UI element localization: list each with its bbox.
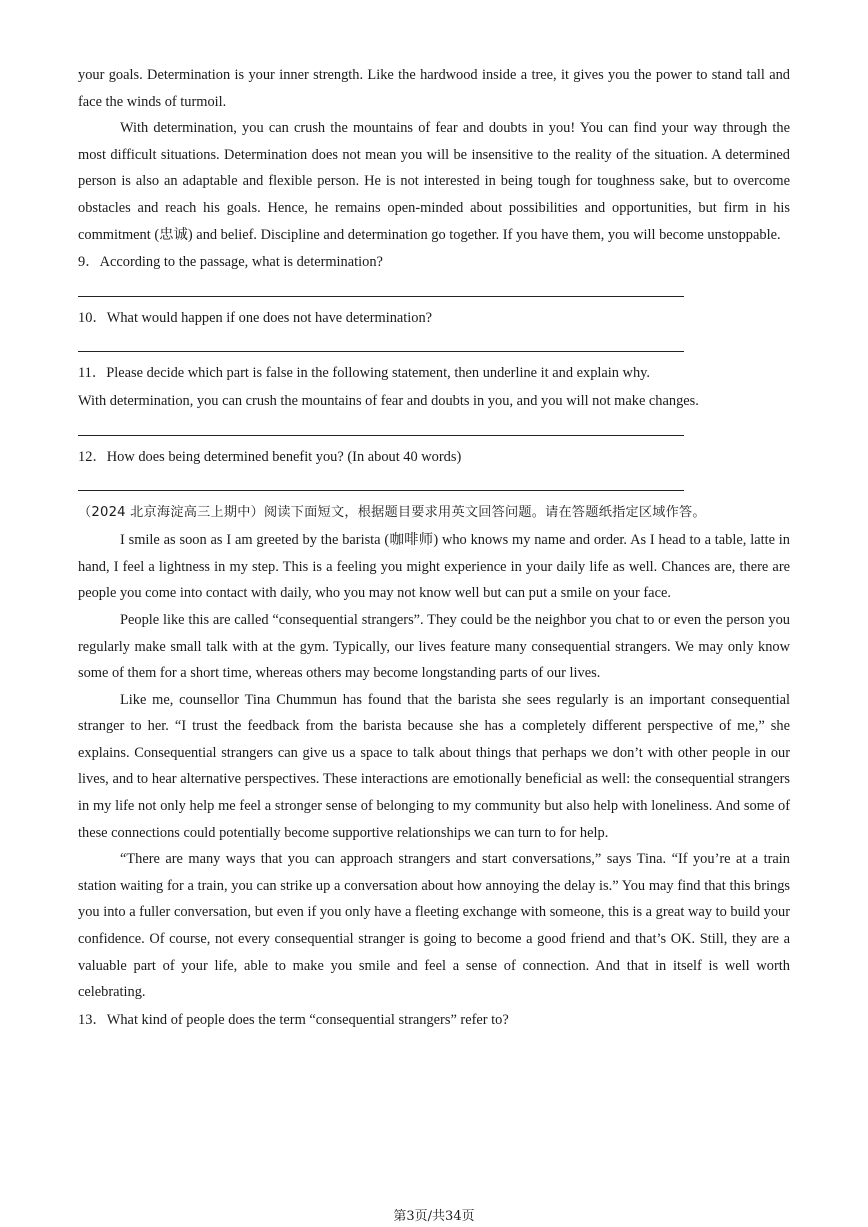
question-13: 13．What kind of people does the term “consequential strangers” refer to?: [78, 1011, 509, 1028]
question-11: 11．Please decide which part is false in the following statement, then underline it and explain why.: [78, 365, 651, 382]
passage2-paragraph-3: Like me, counsellor Tina Chummun has found that the barista she sees regularly is an important consequential stranger to her. “I trust the feedback from the barista because she has a completely different perspective of me,” she explains. Consequential strangers can give us a space to talk about things that perhaps we don’t with other people in our lives, and to hear alternative perspectives. These interactions are emotionally beneficial as well: the consequential strangers in my life not only help me feel a stronger sense of belonging to my community but also help with loneliness. And some of these connections could potentially become supportive relationships we can turn to for help.: [78, 691, 790, 841]
passage2-paragraph-4: “There are many ways that you can approach strangers and start conversations,” says Tina. “If you’re at a train station waiting for a train, you can strike up a conversation about how annoying the delay is.” You may find that this brings you into a fuller conversation, but even if you only have a fleeting exchange with someone, this is a great way to build your confidence. Of course, not every consequential stranger is going to become a good friend and that’s OK. Still, they are a valuable part of your life, able to make you smile and feel a sense of connection. And that in itself is well worth celebrating.: [78, 851, 790, 1001]
answer-line-9[interactable]: [78, 296, 684, 297]
passage1-paragraph-tail: your goals. Determination is your inner strength. Like the hardwood inside a tree, it gives you the power to stand tall and face the winds of turmoil.: [78, 67, 790, 110]
passage1-paragraph-2: With determination, you can crush the mountains of fear and doubts in you! You can find your way through the most difficult situations. Determination does not mean you will be insensitive to the reality of the situation. A determined person is also an adaptable and flexible person. He is not interested in being tough for toughness sake, but to overcome obstacles and reach his goals. Hence, he remains open-minded about possibilities and opportunities, but firm in his commitment (忠诚) and belief. Discipline and determination go together. If you have them, you will become unstoppable.: [78, 120, 790, 243]
passage2-paragraph-2: People like this are called “consequential strangers”. They could be the neighbor you chat to or even the person you regularly make small talk with at the gym. Typically, our lives feature many consequential strangers. We may only know some of them for a short time, whereas others may become longstanding parts of our lives.: [78, 611, 790, 682]
answer-line-11[interactable]: [78, 435, 684, 436]
passage2-paragraph-1: I smile as soon as I am greeted by the barista (咖啡师) who knows my name and order. As I head to a table, latte in hand, I feel a lightness in my step. This is a feeling you might experience in your daily life as well. Chances are, there are people you come into contact with daily, who you may not know well but can put a smile on your face.: [78, 532, 790, 602]
question-12: 12．How does being determined benefit you? (In about 40 words): [78, 448, 462, 465]
question-9: 9．According to the passage, what is determination?: [78, 254, 383, 271]
page-number-footer: 第3页/共34页: [393, 1209, 475, 1224]
page-content: [78, 62, 790, 1033]
answer-line-10[interactable]: [78, 351, 684, 352]
question-11-statement: With determination, you can crush the mountains of fear and doubts in you, and you will not make changes.: [78, 392, 699, 409]
question-10: 10．What would happen if one does not have determination?: [78, 309, 433, 326]
answer-line-12[interactable]: [78, 490, 684, 491]
passage2-source-instruction: （2024 北京海淀高三上期中）阅读下面短文，根据题目要求用英文回答问题。请在答题纸指定区域作答。: [78, 505, 706, 521]
